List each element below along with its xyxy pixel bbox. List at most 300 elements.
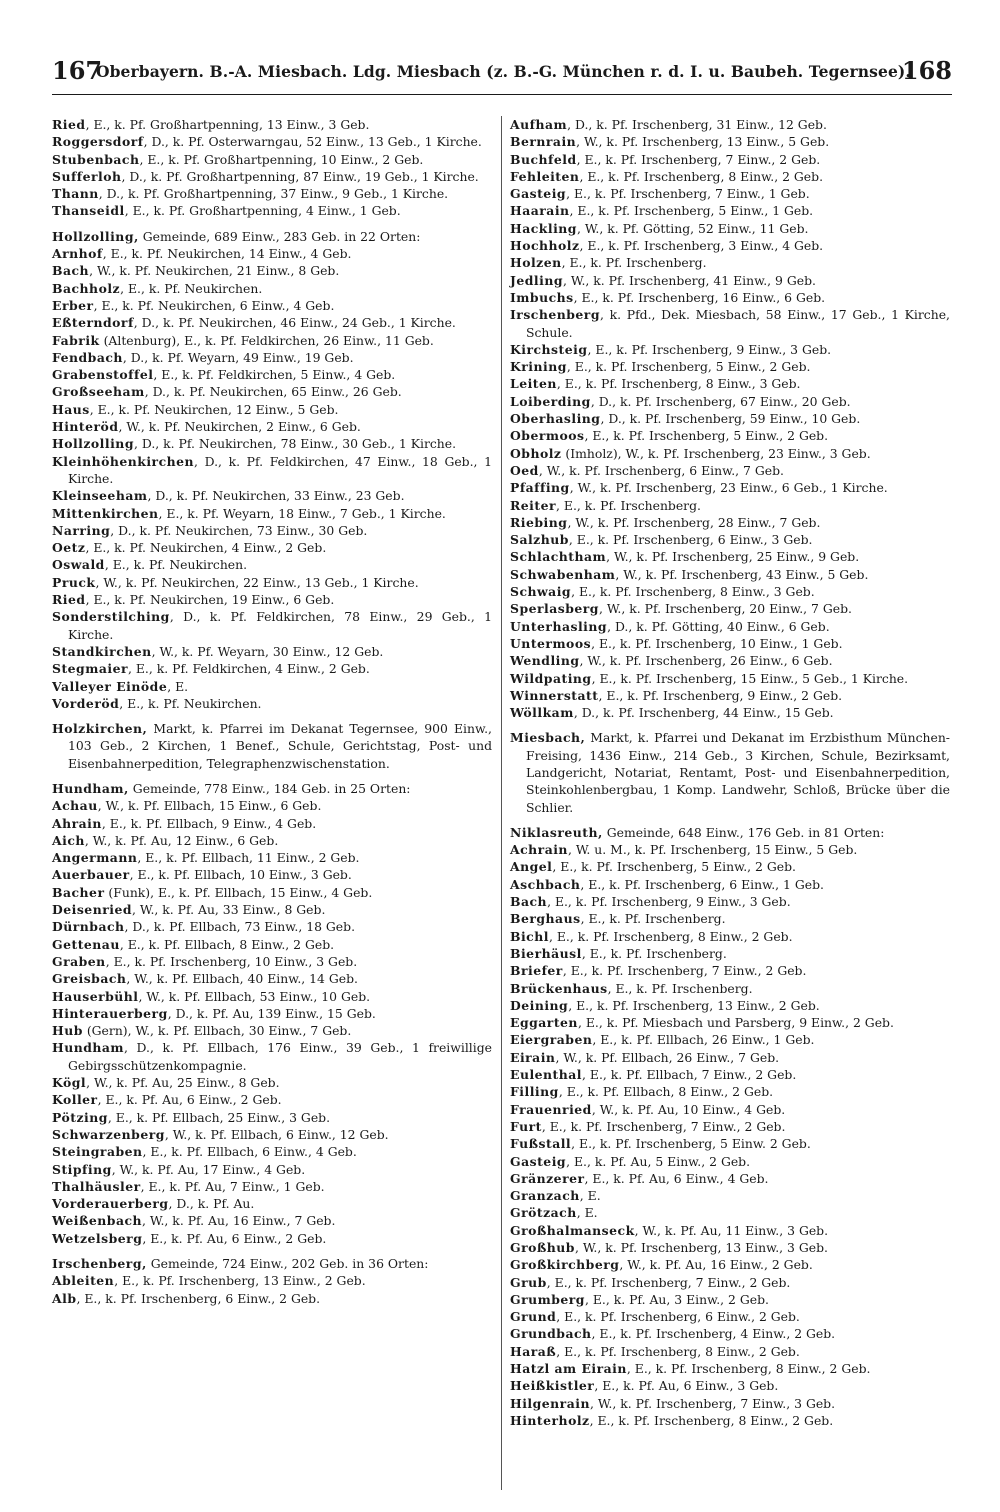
place-name: Buchfeld (510, 151, 577, 167)
place-details: , E., k. Pf. Irschenberg, 16 Einw., 6 Geb. (573, 289, 826, 305)
place-entry (510, 445, 950, 462)
place-name: Oetz (52, 540, 86, 556)
place-details: , W., k. Pf. Neukirchen, 21 Einw., 8 Geb. (89, 263, 340, 279)
place-entry (52, 297, 492, 314)
place-entry (510, 1256, 950, 1273)
place-name: Wetzelsberg (52, 1230, 143, 1246)
place-name: Greisbach (52, 971, 127, 987)
place-details: , E., k. Pf. Neukirchen. (104, 557, 248, 573)
place-details: (Funk), E., k. Pf. Ellbach, 15 Einw., 4 Geb. (104, 884, 373, 900)
place-name: Weißenbach (52, 1213, 143, 1229)
place-entry (510, 548, 950, 565)
place-entry (52, 349, 492, 366)
place-name: Gasteig (510, 186, 567, 202)
place-name: Stipfing (52, 1161, 112, 1177)
place-entry (510, 185, 950, 202)
place-details: , E., k. Pf. Irschenberg, 10 Einw., 3 Geb. (105, 953, 358, 969)
place-name: Deining (510, 997, 569, 1013)
place-entry (510, 910, 950, 927)
place-details: , D., k. Pf. Irschenberg, 44 Einw., 15 Geb. (573, 705, 834, 721)
municipality-entry (52, 1255, 492, 1272)
place-details: , E., k. Pf. Großhartpenning, 10 Einw., 2 Geb. (139, 151, 424, 167)
place-name: Wöllkam (510, 705, 574, 721)
place-details: , E., k. Pf. Au, 5 Einw., 2 Geb. (566, 1153, 751, 1169)
place-entry (52, 133, 492, 150)
municipality-entry (52, 228, 492, 245)
place-details: , W., k. Pf. Neukirchen, 2 Einw., 6 Geb. (118, 419, 361, 435)
place-entry (52, 116, 492, 133)
place-name: Erber (52, 297, 94, 313)
place-name: Wendling (510, 653, 580, 669)
place-entry (510, 1308, 950, 1325)
place-details: , E., k. Pf. Irschenberg, 7 Einw., 2 Geb. (546, 1274, 791, 1290)
place-name: Ried (52, 117, 86, 132)
place-details: , W. u. M., k. Pf. Irschenberg, 15 Einw., 5 Geb. (567, 842, 858, 858)
place-entry (52, 660, 492, 677)
place-entry (52, 280, 492, 297)
place-name: Heißkistler (510, 1378, 595, 1394)
place-name: Fehleiten (510, 168, 580, 184)
place-details: , W., k. Pf. Irschenberg, 41 Einw., 9 Geb. (563, 272, 816, 288)
place-name: Riebing (510, 514, 568, 530)
place-entry (510, 479, 950, 496)
place-details: , W., k. Pf. Irschenberg, 28 Einw., 7 Geb. (567, 514, 821, 530)
left-column (52, 116, 492, 1307)
place-entry (510, 1377, 950, 1394)
section-gap (510, 816, 950, 824)
place-name: Angel (510, 859, 553, 875)
place-details: , E., k. Pf. Neukirchen, 6 Einw., 4 Geb. (93, 297, 335, 313)
place-details: , W., k. Pf. Götting, 52 Einw., 11 Geb. (576, 220, 809, 236)
running-header (52, 56, 952, 95)
place-entry (52, 678, 492, 695)
place-details: , W., k. Pf. Ellbach, 26 Einw., 7 Geb. (555, 1049, 780, 1065)
place-entry (510, 652, 950, 669)
place-details: , W., k. Pf. Irschenberg, 23 Einw., 6 Geb., 1 Kirche. (569, 480, 888, 496)
place-entry (52, 1212, 492, 1229)
place-details: , D., k. Pf. Großhartpenning, 37 Einw., 9 Geb., 1 Kirche. (98, 186, 449, 202)
place-name: Fabrik (52, 332, 100, 348)
place-details: , E., k. Pf. Irschenberg, 8 Einw., 3 Geb. (571, 584, 815, 600)
place-name: Brückenhaus (510, 980, 608, 996)
place-details: Markt, k. Pfarrei und Dekanat im Erzbisthum München-Freising, 1436 Einw., 214 Geb., 3 Kirchen, Schule, Bezirksamt, Landgericht, Notariat, Rentamt, Post- und Eisenbahnerpedition, Steinkohlenbergbau, 1 Komp. Landwehr, Schloß, Brücke über die Schlier. (526, 730, 950, 815)
place-entry (52, 539, 492, 556)
place-name: Fendbach (52, 349, 123, 365)
place-name: Aufham (510, 117, 568, 132)
place-details: , E., k. Pf. Feldkirchen, 4 Einw., 2 Geb. (127, 661, 370, 677)
place-name: Sonderstilching (52, 609, 170, 625)
place-entry (510, 531, 950, 548)
place-name: Gasteig (510, 1153, 567, 1169)
place-name: Irschenberg, (52, 1256, 147, 1271)
place-entry (52, 1022, 492, 1039)
section-gap (52, 1247, 492, 1255)
place-entry (510, 980, 950, 997)
place-name: Furt (510, 1118, 542, 1134)
place-name: Grabenstoffel (52, 367, 154, 383)
place-details: , W., k. Pf. Ellbach, 53 Einw., 10 Geb. (138, 988, 371, 1004)
place-name: Grub (510, 1274, 547, 1290)
place-entry (510, 704, 950, 721)
place-details: , E., k. Pf. Irschenberg, 5 Einw., 1 Geb. (569, 203, 814, 219)
place-entry (510, 1395, 950, 1412)
place-entry (510, 514, 950, 531)
place-details: , E., k. Pf. Irschenberg, 6 Einw., 3 Geb. (568, 532, 813, 548)
place-name: Hinterauerberg (52, 1005, 168, 1021)
place-entry (510, 393, 950, 410)
place-details: , D., k. Pf. Feldkirchen, 47 Einw., 18 Geb., 1 Kirche. (68, 453, 492, 486)
place-details: , E., k. Pf. Irschenberg, 6 Einw., 1 Geb. (580, 876, 824, 892)
place-name: Angermann (52, 850, 138, 866)
place-entry (510, 1187, 950, 1204)
place-details: , W., k. Pf. Au, 25 Einw., 8 Geb. (86, 1075, 280, 1091)
place-details: , D., k. Pf. Großhartpenning, 87 Einw., 19 Geb., 1 Kirche. (121, 168, 479, 184)
place-entry (510, 1066, 950, 1083)
place-entry (52, 168, 492, 185)
place-details: Gemeinde, 648 Einw., 176 Geb. in 81 Orten: (602, 824, 885, 840)
place-entry (510, 1325, 950, 1342)
place-details: , W., k. Pf. Neukirchen, 22 Einw., 13 Geb., 1 Kirche. (95, 574, 419, 590)
place-details: Markt, k. Pfarrei im Dekanat Tegernsee, 900 Einw., 103 Geb., 2 Kirchen, 1 Benef., Schule, Gerichtstag, Post- und Eisenbahnerpedition, Telegraphenzwischenstation. (68, 721, 492, 771)
place-details: , E., k. Pf. Au, 6 Einw., 2 Geb. (97, 1092, 282, 1108)
place-name: Pruck (52, 574, 96, 590)
place-details: , E., k. Pf. Ellbach, 9 Einw., 4 Geb. (101, 815, 317, 831)
place-entry (52, 522, 492, 539)
place-details: , E. (167, 678, 189, 694)
place-details: , E., k. Pf. Neukirchen. (119, 695, 262, 711)
place-name: Haraß (510, 1343, 557, 1359)
place-details: , W., k. Pf. Irschenberg, 25 Einw., 9 Geb. (606, 549, 860, 565)
place-name: Standkirchen (52, 643, 152, 659)
place-entry (510, 1170, 950, 1187)
place-name: Schwarzenberg (52, 1126, 165, 1142)
place-details: , W., k. Pf. Irschenberg, 6 Einw., 7 Geb. (538, 462, 784, 478)
municipality-entry (510, 824, 950, 841)
place-entry (510, 670, 950, 687)
place-entry (52, 1005, 492, 1022)
place-details: , W., k. Pf. Au, 12 Einw., 6 Geb. (84, 832, 279, 848)
place-name: Hundham, (52, 780, 129, 796)
place-details: , E., k. Pf. Weyarn, 18 Einw., 7 Geb., 1 Kirche. (158, 505, 446, 521)
place-details: , E., k. Pf. Großhartpenning, 13 Einw., 3 Geb. (85, 117, 370, 132)
place-name: Hatzl am Eirain (510, 1361, 627, 1377)
place-entry (52, 918, 492, 935)
place-name: Ahrain (52, 815, 102, 831)
place-entry (52, 383, 492, 400)
place-entry (510, 358, 950, 375)
place-details: , E., k. Pf. Irschenberg, 8 Einw., 2 Geb. (579, 168, 824, 184)
place-name: Schlachtham (510, 549, 607, 565)
place-details: , E., k. Pf. Irschenberg, 8 Einw., 2 Geb. (626, 1361, 871, 1377)
place-name: Großhalmanseck (510, 1222, 635, 1238)
place-entry (510, 1049, 950, 1066)
place-details: , W., k. Pf. Irschenberg, 13 Einw., 3 Geb. (574, 1240, 828, 1255)
place-name: Roggersdorf (52, 134, 144, 150)
place-entry (52, 366, 492, 383)
place-details: , E., k. Pf. Feldkirchen, 5 Einw., 4 Geb. (153, 367, 396, 383)
columns (52, 116, 952, 1486)
place-name: Winnerstatt (510, 687, 599, 703)
place-entry (510, 168, 950, 185)
place-details: , E., k. Pf. Au, 6 Einw., 4 Geb. (584, 1170, 769, 1186)
place-name: Achrain (510, 842, 568, 858)
place-details: , E., k. Pf. Irschenberg, 4 Einw., 2 Geb. (591, 1326, 836, 1342)
place-details: , E., k. Pf. Irschenberg. (581, 945, 727, 961)
place-entry (510, 427, 950, 444)
place-details: , E., k. Pf. Neukirchen, 12 Einw., 5 Geb. (89, 401, 339, 417)
place-details: , D., k. Pf. Feldkirchen, 78 Einw., 29 Geb., 1 Kirche. (68, 609, 492, 642)
place-name: Aich (52, 832, 85, 848)
section-gap (52, 220, 492, 228)
place-name: Narring (52, 522, 111, 538)
place-entry (510, 1222, 950, 1239)
place-details: , E., k. Pf. Irschenberg, 7 Einw., 2 Geb. (576, 151, 821, 167)
place-entry (510, 1343, 950, 1360)
place-details: , W., k. Pf. Ellbach, 15 Einw., 6 Geb. (97, 798, 322, 814)
place-details: , D., k. Pf. Ellbach, 73 Einw., 18 Geb. (124, 919, 356, 935)
place-details: , E., k. Pf. Ellbach, 26 Einw., 1 Geb. (592, 1032, 815, 1048)
place-name: Salzhub (510, 532, 569, 548)
place-name: Koller (52, 1092, 98, 1108)
place-details: , D., k. Pf. Irschenberg, 31 Einw., 12 Geb. (567, 117, 827, 132)
place-entry (52, 401, 492, 418)
place-entry (52, 1039, 492, 1074)
place-entry (52, 435, 492, 452)
place-details: , E., k. Pf. Irschenberg, 7 Einw., 2 Geb. (562, 963, 807, 979)
place-details: , E., k. Pf. Irschenberg, 5 Einw. 2 Geb. (571, 1136, 811, 1152)
page-number-right: 168 (901, 56, 952, 85)
place-details: , E., k. Pf. Ellbach, 7 Einw., 2 Geb. (582, 1067, 797, 1083)
place-entry (52, 1143, 492, 1160)
section-gap (52, 772, 492, 780)
place-name: Thann (52, 186, 99, 202)
place-details: , E., k. Pf. Irschenberg. (580, 911, 726, 927)
place-entry (52, 797, 492, 814)
place-entry (52, 643, 492, 660)
section-gap (52, 712, 492, 720)
place-entry (510, 1118, 950, 1135)
place-entry (510, 497, 950, 514)
place-details: , D., k. Pf. Neukirchen, 78 Einw., 30 Geb., 1 Kirche. (133, 436, 457, 452)
place-entry (510, 116, 950, 133)
place-entry (52, 1091, 492, 1108)
place-name: Arnhof (52, 246, 103, 262)
place-entry (510, 687, 950, 704)
place-details: , E., k. Pf. Neukirchen. (120, 280, 263, 296)
place-entry (52, 608, 492, 643)
right-column (510, 116, 950, 1429)
place-name: Vorderauerberg (52, 1196, 169, 1212)
place-entry (510, 1360, 950, 1377)
place-entry (510, 893, 950, 910)
place-name: Sufferloh (52, 168, 122, 184)
place-entry (52, 453, 492, 488)
header-title: Oberbayern. B.-A. Miesbach. Ldg. Miesbach (z. B.-G. München r. d. I. u. Baubeh. Tegernsee). (96, 62, 911, 81)
place-name: Obholz (510, 445, 562, 461)
place-name: Holzen (510, 255, 562, 271)
place-details: , E., k. Pf. Irschenberg, 13 Einw., 2 Geb. (568, 997, 820, 1013)
place-name: Ableiten (52, 1273, 115, 1289)
place-details: , E., k. Pf. Ellbach, 6 Einw., 4 Geb. (142, 1144, 357, 1160)
place-name: Ried (52, 592, 86, 608)
place-entry (510, 1274, 950, 1291)
place-name: Hollzolling, (52, 228, 139, 244)
place-entry (510, 462, 950, 479)
place-details: , E., k. Pf. Au, 7 Einw., 1 Geb. (140, 1178, 325, 1194)
place-name: Alb (52, 1290, 77, 1306)
place-name: Briefer (510, 963, 563, 979)
place-entry (52, 849, 492, 866)
place-entry (52, 487, 492, 504)
place-name: Obermoos (510, 428, 585, 444)
place-name: Thanseidl (52, 203, 125, 219)
place-name: Hinteröd (52, 419, 119, 435)
place-details: , E., k. Pf. Irschenberg, 3 Einw., 4 Geb. (579, 238, 824, 254)
place-name: Fußstall (510, 1136, 572, 1152)
place-name: Untermoos (510, 635, 592, 651)
place-entry (510, 1412, 950, 1429)
place-details: , W., k. Pf. Au, 16 Einw., 7 Geb. (142, 1213, 336, 1229)
place-entry (52, 970, 492, 987)
place-entry (52, 936, 492, 953)
place-details: (Imholz), W., k. Pf. Irschenberg, 23 Einw., 3 Geb. (561, 445, 871, 461)
place-name: Kleinhöhenkirchen (52, 453, 195, 469)
place-name: Hackling (510, 220, 577, 236)
place-details: , W., k. Pf. Irschenberg, 7 Einw., 3 Geb. (589, 1395, 836, 1411)
place-name: Grund (510, 1309, 557, 1325)
place-name: Hinterholz (510, 1412, 590, 1428)
place-details: , E., k. Pf. Ellbach, 11 Einw., 2 Geb. (137, 850, 360, 866)
place-details: , E., k. Pf. Irschenberg, 6 Einw., 2 Geb. (556, 1309, 800, 1325)
place-entry (52, 1178, 492, 1195)
place-name: Holzkirchen, (52, 721, 148, 737)
place-name: Frauenried (510, 1101, 592, 1117)
place-details: , D., k. Pf. Neukirchen, 46 Einw., 24 Geb., 1 Kirche. (133, 315, 456, 331)
place-name: Krining (510, 359, 567, 375)
place-details: , E., k. Pf. Irschenberg, 6 Einw., 2 Geb. (76, 1290, 321, 1306)
place-entry (52, 866, 492, 883)
place-details: , E., k. Pf. Au, 3 Einw., 2 Geb. (584, 1291, 769, 1307)
place-name: Grundbach (510, 1326, 592, 1342)
place-details: , W., k. Pf. Au, 17 Einw., 4 Geb. (111, 1161, 306, 1177)
place-name: Bacher (52, 884, 105, 900)
place-name: Bierhäusl (510, 945, 582, 961)
place-entry (510, 1204, 950, 1221)
place-entry (52, 695, 492, 712)
place-details: , D., k. Pf. Götting, 40 Einw., 6 Geb. (607, 618, 830, 634)
place-entry (52, 314, 492, 331)
section-gap (510, 721, 950, 729)
place-details: , W., k. Pf. Irschenberg, 43 Einw., 5 Geb. (615, 566, 869, 582)
place-entry (52, 185, 492, 202)
place-details: , E., k. Pf. Irschenberg, 9 Einw., 2 Geb. (598, 687, 843, 703)
place-name: Achau (52, 798, 98, 814)
place-details: , D., k. Pf. Neukirchen, 33 Einw., 23 Geb. (147, 488, 405, 504)
place-details: , E., k. Pf. Ellbach, 8 Einw., 2 Geb. (558, 1084, 774, 1100)
place-name: Mittenkirchen (52, 505, 159, 521)
place-name: Dürnbach (52, 919, 125, 935)
place-details: , E., k. Pf. Irschenberg. (561, 255, 707, 271)
place-details: , E., k. Pf. Neukirchen, 14 Einw., 4 Geb. (102, 246, 352, 262)
place-name: Aschbach (510, 876, 581, 892)
place-entry (510, 254, 950, 271)
place-details: , E., k. Pf. Irschenberg, 8 Einw., 2 Geb. (548, 928, 793, 944)
place-name: Grötzach (510, 1205, 577, 1221)
place-entry (510, 272, 950, 289)
place-entry (510, 1031, 950, 1048)
place-details: , W., k. Pf. Ellbach, 40 Einw., 14 Geb. (126, 971, 358, 987)
place-entry (510, 202, 950, 219)
place-details: , D., k. Pf. Neukirchen, 73 Einw., 30 Geb. (110, 522, 368, 538)
place-details: , E., k. Pf. Großhartpenning, 4 Einw., 1 Geb. (124, 203, 401, 219)
place-details: (Altenburg), E., k. Pf. Feldkirchen, 26 Einw., 11 Geb. (99, 332, 434, 348)
place-entry (52, 1074, 492, 1091)
place-name: Hub (52, 1023, 83, 1039)
place-details: , E., k. Pf. Neukirchen, 19 Einw., 6 Geb. (85, 592, 335, 608)
place-entry (510, 1083, 950, 1100)
place-details: , k. Pfd., Dek. Miesbach, 58 Einw., 17 Geb., 1 Kirche, Schule. (526, 307, 950, 340)
place-details: , E., k. Pf. Ellbach, 8 Einw., 2 Geb. (119, 936, 335, 952)
place-details: , W., k. Pf. Irschenberg, 26 Einw., 6 Geb. (579, 653, 833, 669)
place-entry (510, 1101, 950, 1118)
place-details: , W., k. Pf. Irschenberg, 20 Einw., 7 Geb. (598, 601, 852, 617)
place-details: , W., k. Pf. Au, 10 Einw., 4 Geb. (591, 1101, 786, 1117)
place-name: Hilgenrain (510, 1395, 590, 1411)
place-details: Gemeinde, 724 Einw., 202 Geb. in 36 Orten: (146, 1256, 429, 1271)
place-name: Haarain (510, 203, 570, 219)
place-entry (52, 1230, 492, 1247)
place-entry (52, 884, 492, 901)
place-name: Schwabenham (510, 566, 616, 582)
place-details: , E., k. Pf. Irschenberg. (556, 497, 701, 513)
place-entry (52, 591, 492, 608)
place-details: , W., k. Pf. Au, 33 Einw., 8 Geb. (132, 902, 326, 918)
place-details: , W., k. Pf. Weyarn, 30 Einw., 12 Geb. (151, 643, 384, 659)
place-entry (52, 953, 492, 970)
place-name: Kleinseeham (52, 488, 148, 504)
place-name: Pfaffing (510, 480, 570, 496)
place-details: , E., k. Pf. Irschenberg, 5 Einw., 2 Geb. (552, 859, 796, 875)
place-name: Granzach (510, 1188, 580, 1204)
place-entry (510, 1014, 950, 1031)
place-name: Kögl (52, 1075, 87, 1091)
place-entry (52, 505, 492, 522)
place-name: Valleyer Einöde (52, 678, 168, 694)
place-details: , W., k. Pf. Au, 11 Einw., 3 Geb. (634, 1222, 829, 1238)
place-details: , E., k. Pf. Irschenberg, 15 Einw., 5 Geb., 1 Kirche. (591, 670, 909, 686)
place-entry (52, 556, 492, 573)
place-name: Eggarten (510, 1015, 578, 1031)
place-name: Oed (510, 462, 539, 478)
place-entry (510, 997, 950, 1014)
place-details: , E., k. Pf. Ellbach, 10 Einw., 3 Geb. (129, 867, 352, 883)
place-entry (510, 133, 950, 150)
place-entry (510, 151, 950, 168)
place-entry (510, 583, 950, 600)
place-name: Eirain (510, 1049, 556, 1065)
place-entry (52, 988, 492, 1005)
place-name: Imbuchs (510, 289, 574, 305)
place-entry (52, 1290, 492, 1307)
place-entry (510, 1239, 950, 1256)
place-entry (510, 375, 950, 392)
place-details: , E., k. Pf. Irschenberg, 13 Einw., 2 Geb. (114, 1273, 366, 1289)
place-details: , E., k. Pf. Irschenberg, 5 Einw., 2 Geb. (566, 359, 811, 375)
place-entry (510, 962, 950, 979)
place-entry (52, 418, 492, 435)
place-name: Hundham (52, 1040, 125, 1056)
place-entry (510, 341, 950, 358)
